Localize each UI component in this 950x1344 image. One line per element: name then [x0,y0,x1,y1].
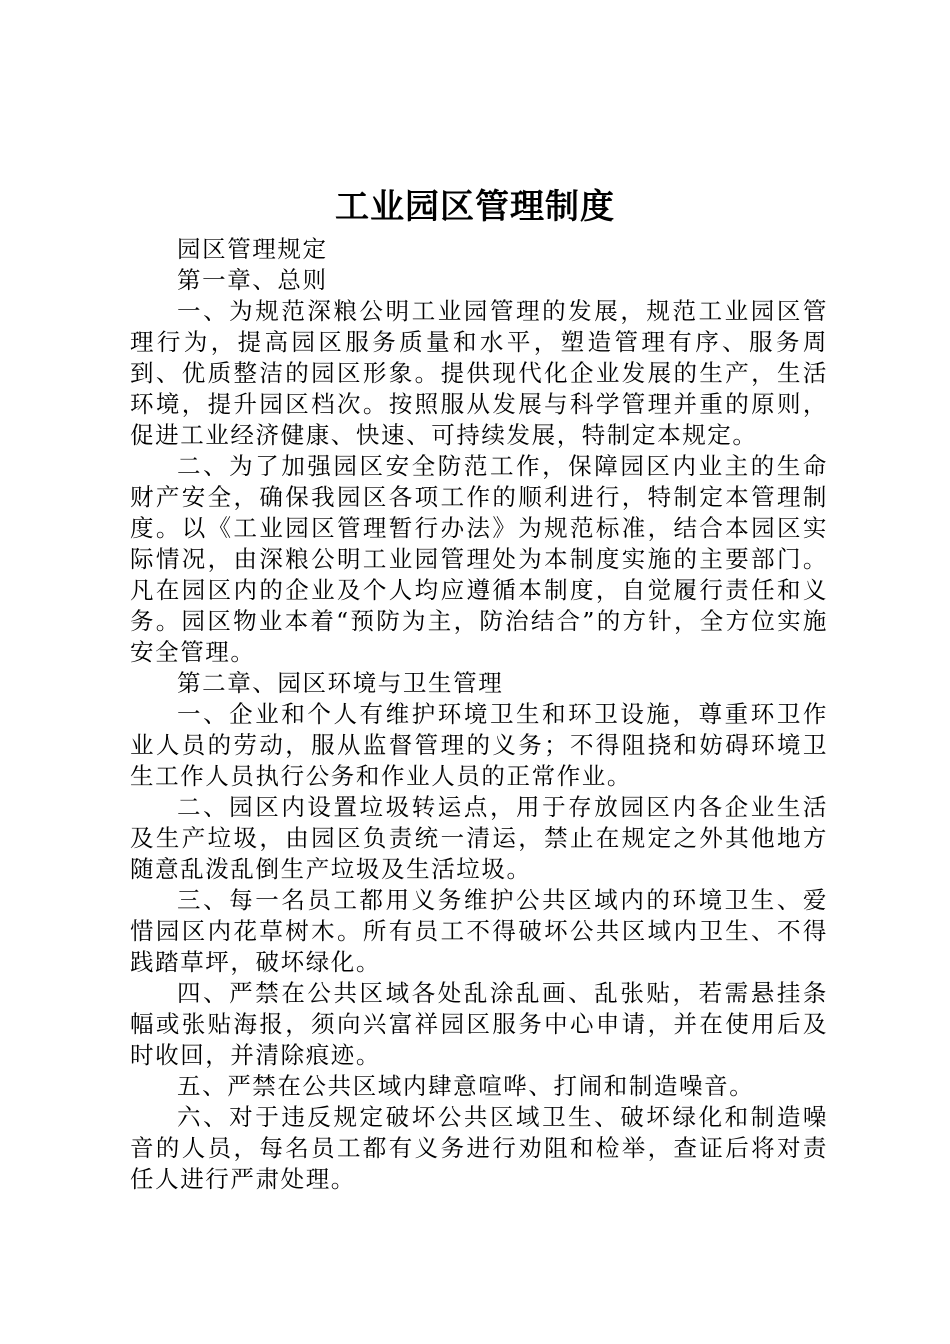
paragraph: 三、每一名员工都用义务维护公共区域内的环境卫生、爱惜园区内花草树木。所有员工不得破坏公共区域内卫生、不得践踏草坪，破坏绿化。 [130,886,828,976]
chapter-heading: 第二章、园区环境与卫生管理 [177,669,504,697]
paragraph: 一、为规范深粮公明工业园管理的发展，规范工业园区管理行为，提高园区服务质量和水平，塑造管理有序、服务周到、优质整洁的园区形象。提供现代化企业发展的生产，生活环境，提升园区档次。按照服从发展与科学管理并重的原则，促进工业经济健康、快速、可持续发展，特制定本规定。 [130,297,828,449]
paragraph: 二、为了加强园区安全防范工作，保障园区内业主的生命财产安全，确保我园区各项工作的顺利进行，特制定本管理制度。以《工业园区管理暂行办法》为规范标准，结合本园区实际情况，由深粮公明工业园管理处为本制度实施的主要部门。凡在园区内的企业及个人均应遵循本制度，自觉履行责任和义务。园区物业本着“预防为主，防治结合”的方针，全方位实施安全管理。 [130,452,828,666]
document-title: 工业园区管理制度 [335,187,615,227]
paragraph: 五、严禁在公共区域内肆意喧哗、打闹和制造噪音。 [177,1072,755,1100]
chapter-heading: 第一章、总则 [177,266,328,294]
paragraph: 六、对于违反规定破坏公共区域卫生、破坏绿化和制造噪音的人员，每名员工都有义务进行劝阻和检举，查证后将对责任人进行严肃处理。 [130,1103,828,1193]
subtitle: 园区管理规定 [177,235,328,263]
paragraph: 一、企业和个人有维护环境卫生和环卫设施，尊重环卫作业人员的劳动，服从监督管理的义务；不得阻挠和妨碍环境卫生工作人员执行公务和作业人员的正常作业。 [130,700,828,790]
paragraph: 二、园区内设置垃圾转运点，用于存放园区内各企业生活及生产垃圾，由园区负责统一清运，禁止在规定之外其他地方随意乱泼乱倒生产垃圾及生活垃圾。 [130,793,828,883]
paragraph: 四、严禁在公共区域各处乱涂乱画、乱张贴，若需悬挂条幅或张贴海报，须向兴富祥园区服务中心申请，并在使用后及时收回，并清除痕迹。 [130,979,828,1069]
document-body [130,234,828,1195]
